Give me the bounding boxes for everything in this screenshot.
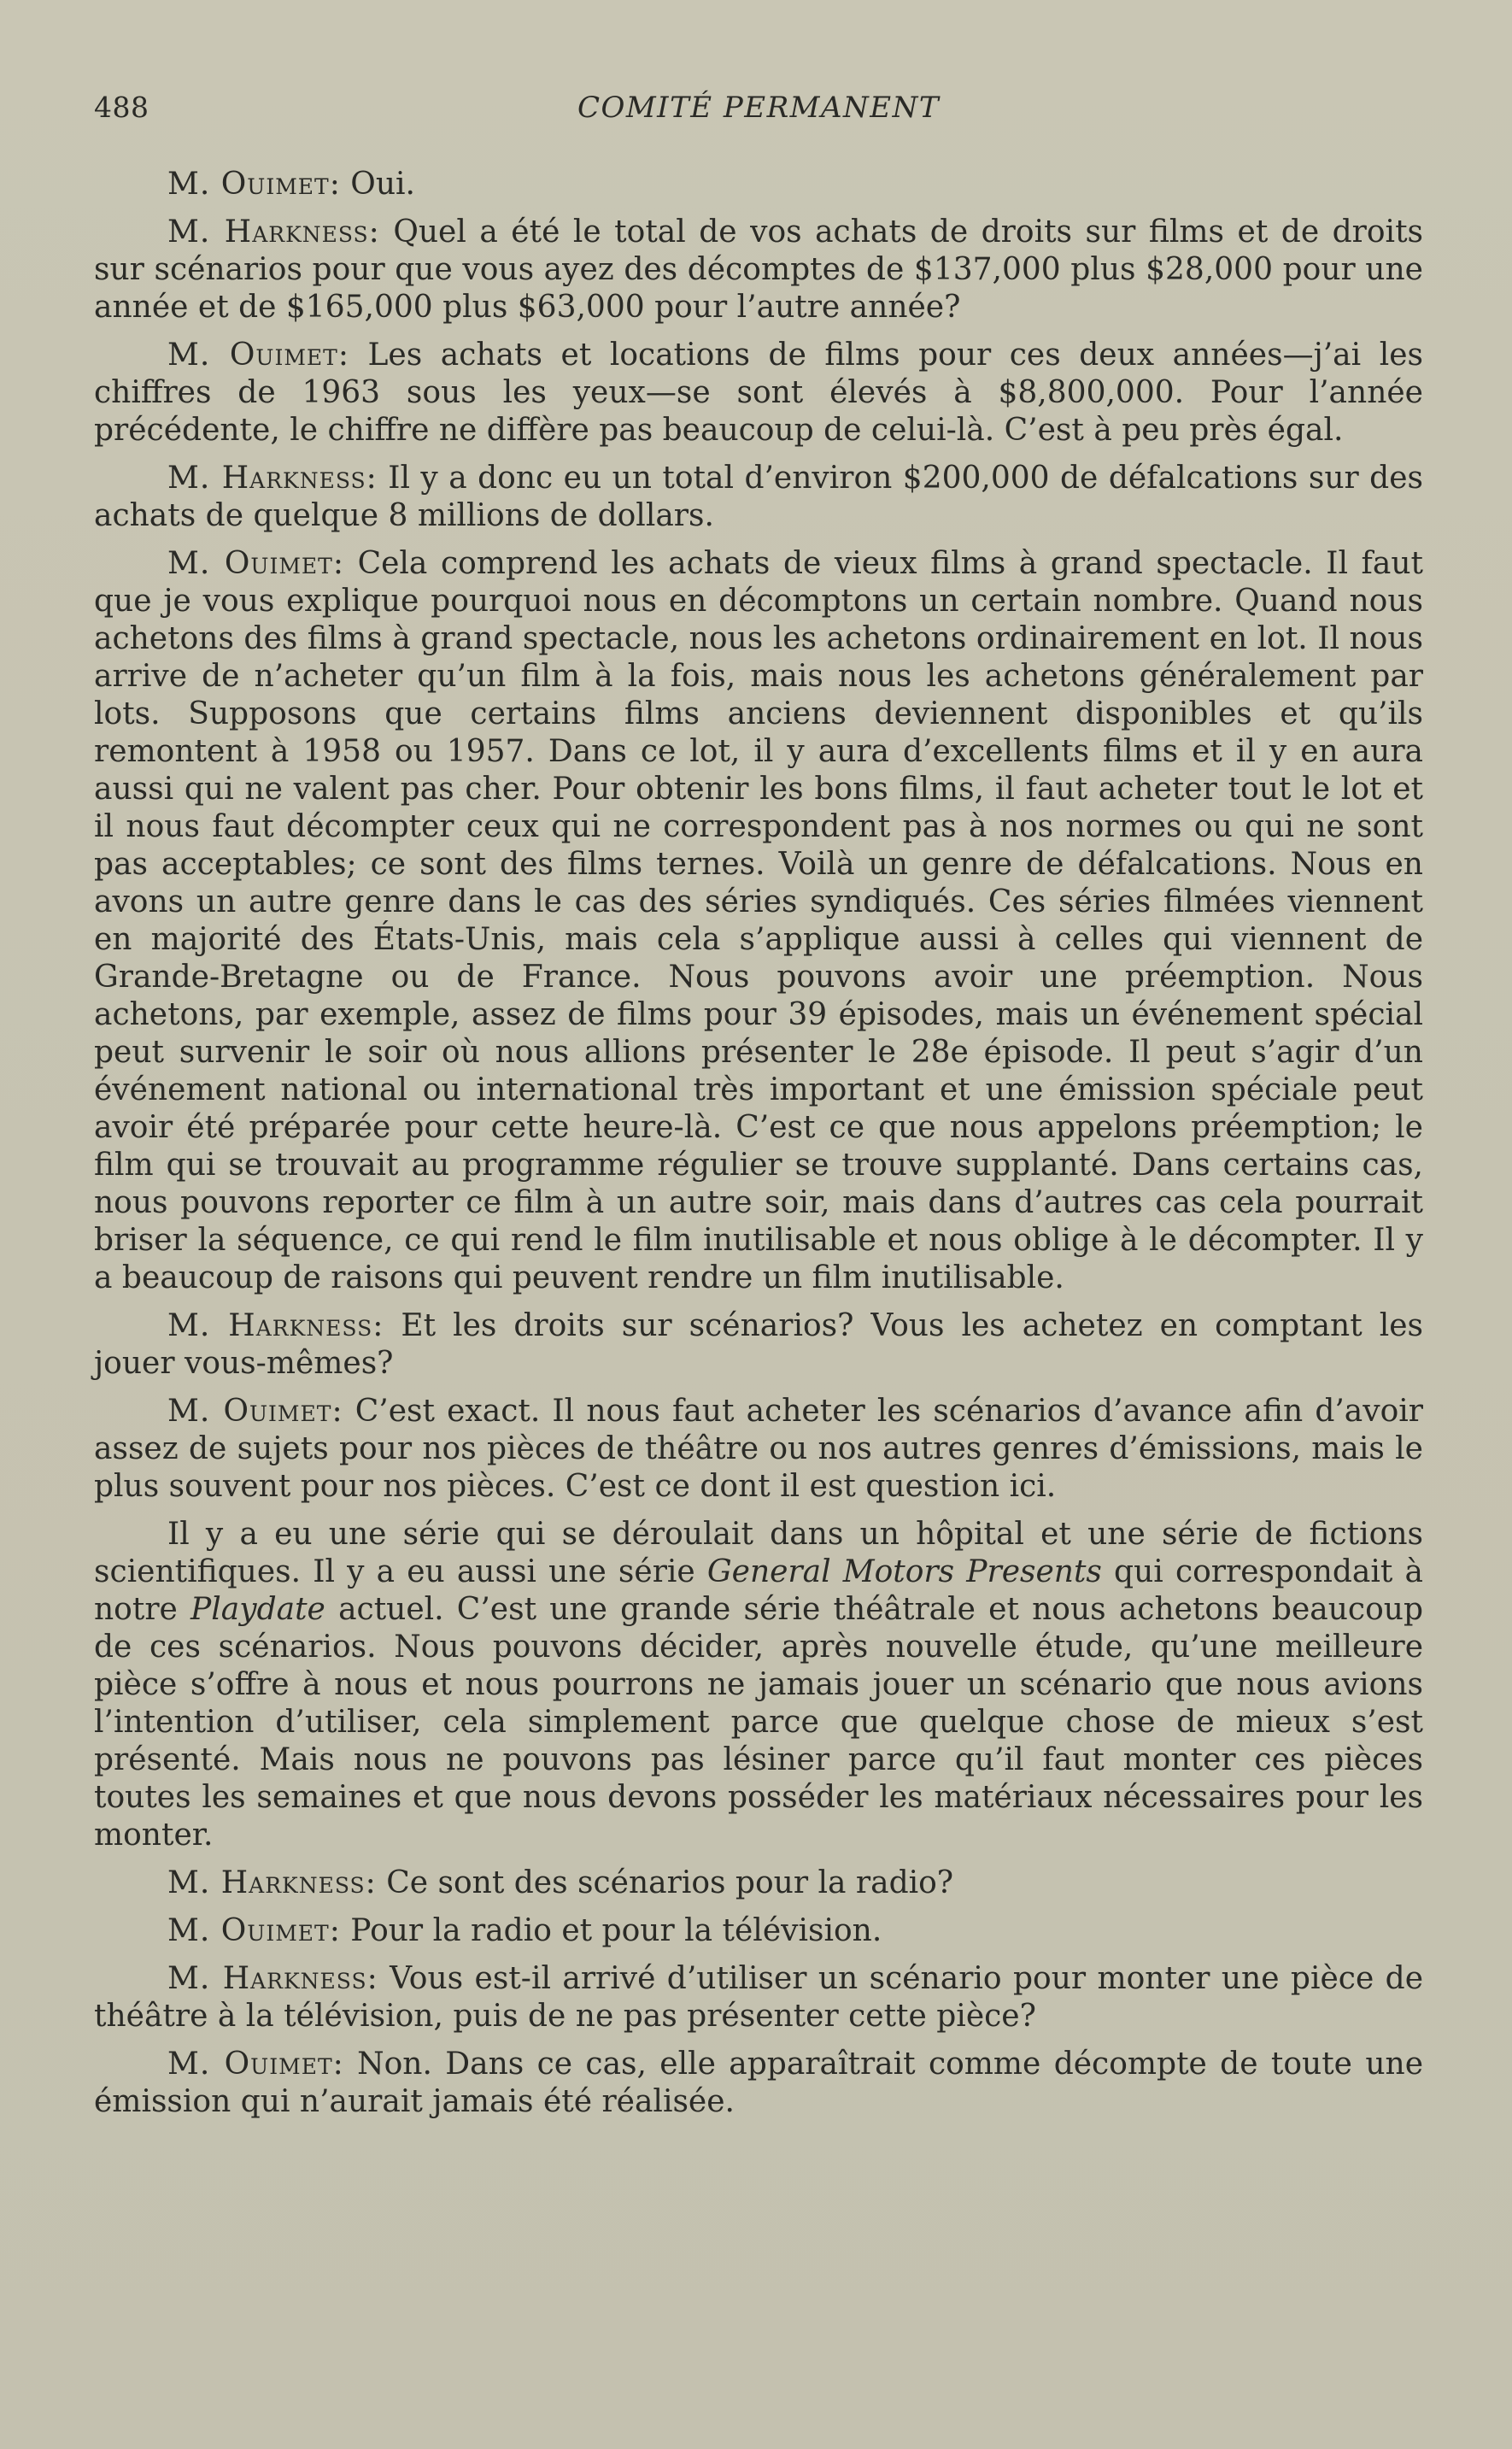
paragraph-text: Cela comprend les achats de vieux films à grand spectacle. Il faut que je vous explique pourquoi nous en décomptons un certain nombre. Quand nous achetons des films à grand spectacle, nous les achetons ordinairement en lot. Il nous arrive de n’acheter qu’un film à la fois, mais nous les achetons généralement par lots. Supposons que certains films anciens deviennent disponibles et qu’ils remontent à 1958 ou 1957. Dans ce lot, il y aura d’excellents films et il y en aura aussi qui ne valent pas cher. Pour obtenir les bons films, il faut acheter tout le lot et il nous faut décompter ceux qui ne correspondent pas à nos normes ou qui ne sont pas acceptables; ce sont des films ternes. Voilà un genre de défalcations. Nous en avons un autre genre dans le cas des séries syndiqués. Ces séries filmées viennent en majorité des États-Unis, mais cela s’applique aussi à celles qui viennent de Grande-Bretagne ou de France. Nous pouvons avoir une préemption. Nous achetons, par exemple, assez de films pour 39 épisodes, mais un événement spécial peut survenir le soir où nous allions présenter le 28e épisode. Il peut s’agir d’un événement national ou international très important et une émission spéciale peut avoir été préparée pour cette heure-là. C’est ce que nous appelons préemption; le film qui se trouvait au programme régulier se trouve supplanté. Dans certains cas, nous pouvons reporter ce film à un autre soir, mais dans d’autres cas cela pourrait briser la séquence, ce qui rend le film inutilisable et nous oblige à le décompter. Il y a beaucoup de raisons qui peuvent rendre un film inutilisable.: [94, 546, 1423, 1295]
paragraph: [94, 1912, 1423, 1950]
paragraph: [94, 166, 1423, 203]
paragraph-text: Ce sont des scénarios pour la radio?: [376, 1865, 954, 1900]
paragraph: [94, 1960, 1423, 2035]
paragraph-text: Oui.: [340, 167, 415, 202]
page-number: 488: [94, 91, 149, 124]
paragraph-text: Les achats et locations de films pour ces deux années—j’ai les chiffres de 1963 sous les yeux—se sont élevés à $8,800,000. Pour l’année précédente, le chiffre ne diffère pas beaucoup de celui-là. C’est à peu près égal.: [94, 338, 1423, 448]
paragraph-text: Quel a été le total de vos achats de droits sur films et de droits sur scénarios pour que vous ayez des décomptes de $137,000 plus $28,000 pour une année et de $165,000 plus $63,000 pour l’autre année?: [94, 214, 1424, 325]
paragraph: [94, 460, 1423, 535]
speaker-name: M. Harkness:: [167, 1308, 384, 1343]
speaker-name: M. Ouimet:: [167, 338, 349, 373]
paragraph-text: Il y a eu une série qui se déroulait dans un hôpital et une série de fictions scientifiques. Il y a eu aussi une série: [94, 1517, 1423, 1589]
program-title: Playdate: [190, 1592, 325, 1627]
paragraph: [94, 1516, 1423, 1854]
speaker-name: M. Ouimet:: [167, 2047, 344, 2082]
body-text: [94, 166, 1423, 2131]
paragraph-text: Pour la radio et pour la télévision.: [340, 1913, 882, 1948]
speaker-name: M. Harkness:: [167, 1961, 378, 1996]
paragraph-text: Non. Dans ce cas, elle apparaîtrait comme décompte de toute une émission qui n’aurait jamais été réalisée.: [94, 2047, 1423, 2119]
speaker-name: M. Ouimet:: [167, 546, 344, 581]
speaker-name: M. Ouimet:: [167, 167, 341, 202]
paragraph: [94, 1865, 1423, 1902]
paragraph: [94, 1393, 1423, 1506]
paragraph: [94, 1307, 1423, 1383]
paragraph-text: Vous est-il arrivé d’utiliser un scénario pour monter une pièce de théâtre à la télévision, puis de ne pas présenter cette pièce?: [94, 1961, 1423, 2034]
program-title: General Motors Presents: [706, 1554, 1102, 1589]
speaker-name: M. Harkness:: [167, 214, 380, 250]
page-header: [94, 91, 1423, 133]
paragraph-text: Il y a donc eu un total d’environ $200,000 de défalcations sur des achats de quelque 8 millions de dollars.: [94, 461, 1423, 533]
paragraph-text: C’est exact. Il nous faut acheter les scénarios d’avance afin d’avoir assez de sujets pour nos pièces de théâtre ou nos autres genres d’émissions, mais le plus souvent pour nos pièces. C’est ce dont il est question ici.: [94, 1394, 1424, 1504]
running-head: COMITÉ PERMANENT: [577, 91, 941, 125]
speaker-name: M. Ouimet:: [167, 1394, 343, 1429]
speaker-name: M. Harkness:: [167, 461, 378, 496]
paragraph: [94, 214, 1423, 326]
speaker-name: M. Harkness:: [167, 1865, 377, 1900]
paragraph-text: actuel. C’est une grande série théâtrale et nous achetons beaucoup de ces scénarios. Nous pouvons décider, après nouvelle étude, qu’une meilleure pièce s’offre à nous et nous pourrons ne jamais jouer un scénario que nous avions l’intention d’utiliser, cela simplement parce que quelque chose de mieux s’est présenté. Mais nous ne pouvons pas lésiner parce qu’il faut monter ces pièces toutes les semaines et que nous devons posséder les matériaux nécessaires pour les monter.: [94, 1592, 1423, 1853]
paragraph-text: qui correspondait à notre: [94, 1554, 1423, 1627]
paragraph-text: Et les droits sur scénarios? Vous les achetez en comptant les jouer vous-mêmes?: [94, 1308, 1423, 1381]
paragraph: [94, 337, 1423, 449]
speaker-name: M. Ouimet:: [167, 1913, 341, 1948]
paragraph: [94, 545, 1423, 1297]
paragraph: [94, 2046, 1423, 2121]
